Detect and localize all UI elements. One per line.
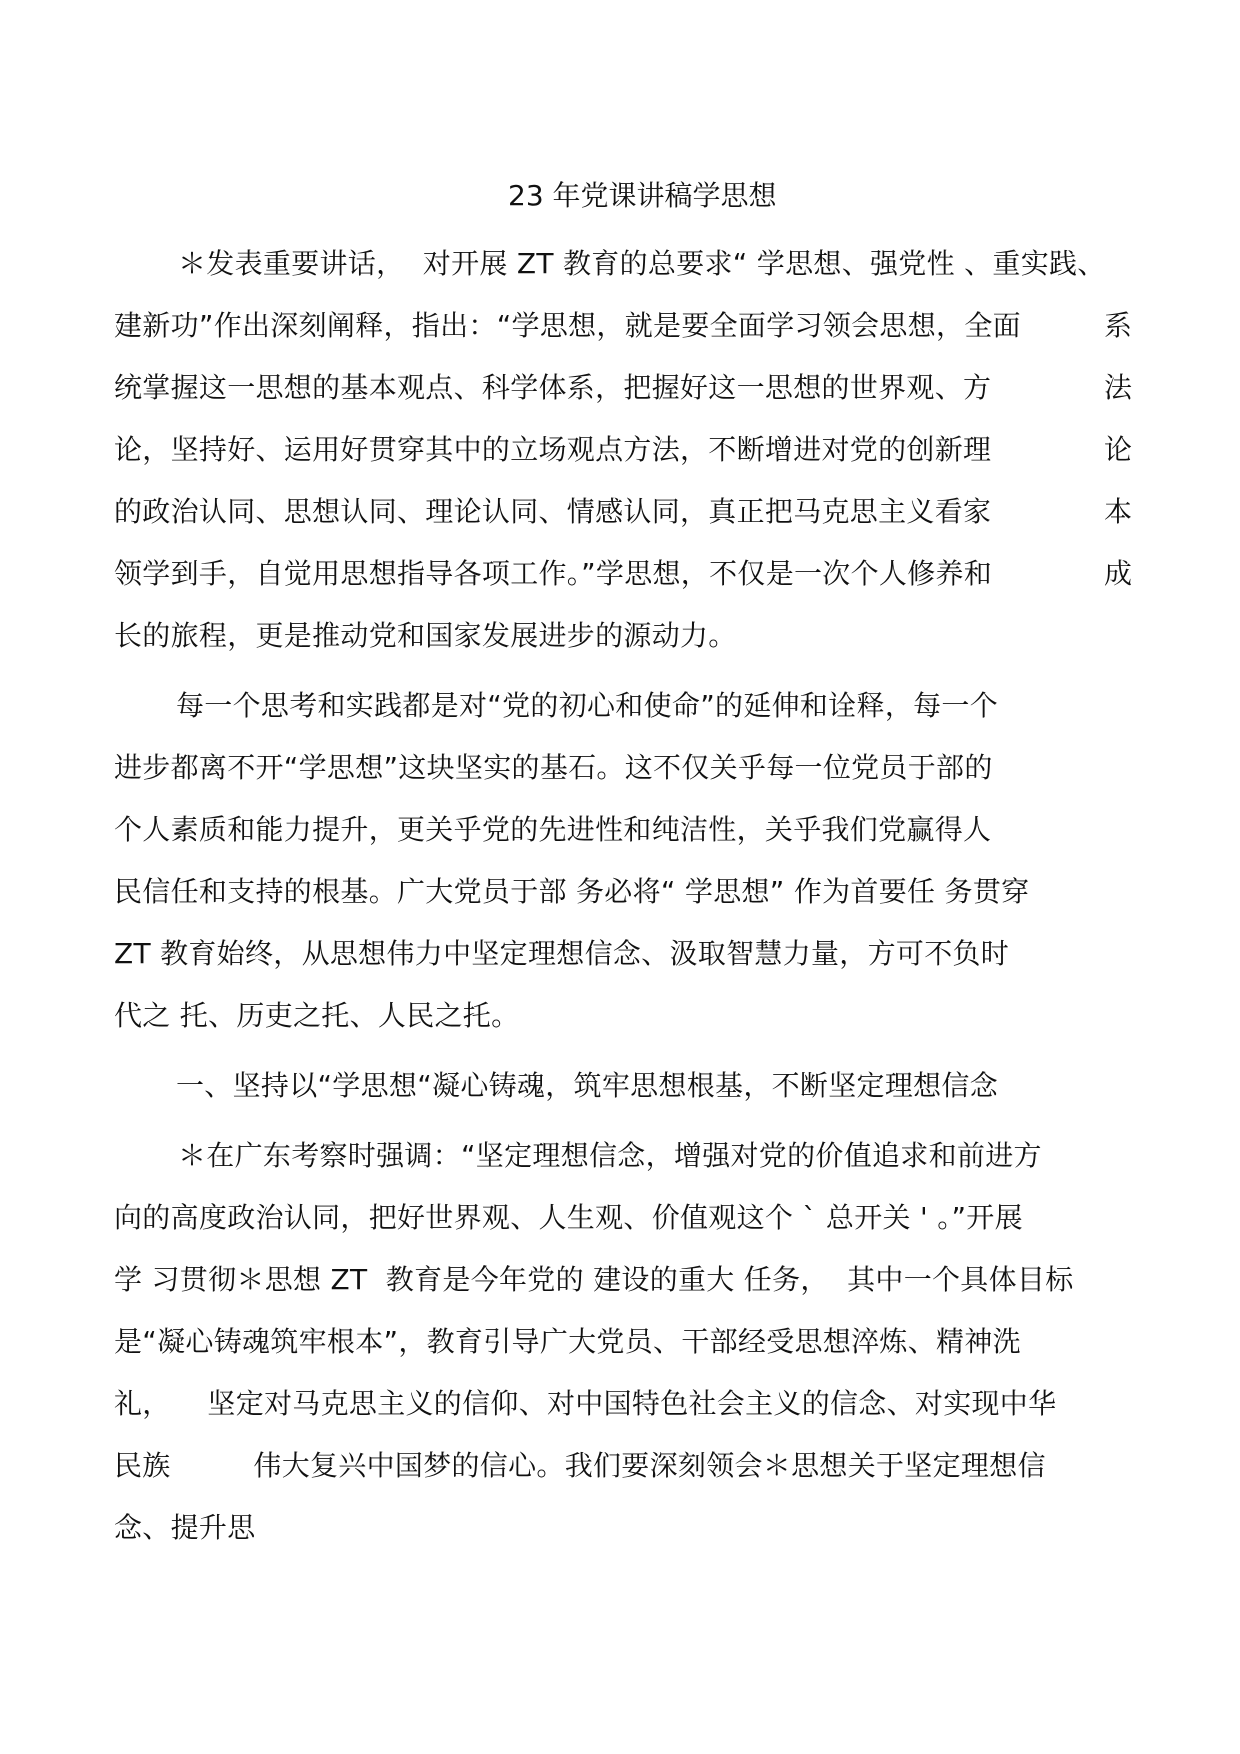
section-heading-1: 一、坚持以“学思想“凝心铸魂，筑牢思想根基，不断坚定理想信念 (176, 1069, 999, 1102)
paragraph-2-line-2: 进步都离不开“学思想”这块坚实的基石。这不仅关乎每一位党员于部的 (114, 751, 993, 784)
paragraph-1-line-7: 长的旅程，更是推动党和国家发展进步的源动力。 (114, 619, 737, 652)
paragraph-1-line-4: 论，坚持好、运用好贯穿其中的立场观点方法，不断增进对党的创新理 (114, 433, 992, 466)
paragraph-2-line-3: 个人素质和能力提升，更关乎党的先进性和纯洁性，关乎我们党赢得人 (114, 813, 992, 846)
paragraph-2-line-5: ZT 教育始终，从思想伟力中坚定理想信念、汲取智慧力量，方可不负时 (114, 937, 1010, 970)
paragraph-1-right-char-3: 论 (1104, 433, 1133, 466)
paragraph-1-line-3: 统掌握这一思想的基本观点、科学体系，把握好这一思想的世界观、方 (114, 371, 992, 404)
paragraph-3-line-3: 学 习贯彻＊思想 ZT 教育是今年党的 建设的重大 任务， 其中一个具体目标 (114, 1263, 1074, 1296)
paragraph-2-line-1: 每一个思考和实践都是对“党的初心和使命”的延伸和诠释，每一个 (176, 689, 999, 722)
paragraph-1-right-char-1: 系 (1104, 309, 1133, 342)
paragraph-1-right-char-4: 本 (1104, 495, 1133, 528)
paragraph-3-line-4: 是“凝心铸魂筑牢根本”，教育引导广大党员、干部经受思想淬炼、精神洗 (114, 1325, 1021, 1358)
paragraph-3-line-6: 民族 伟大复兴中国梦的信心。我们要深刻领会＊思想关于坚定理想信 (114, 1449, 1046, 1482)
paragraph-3-line-7: 念、提升思 (114, 1511, 256, 1544)
paragraph-1-right-char-5: 成 (1104, 557, 1133, 590)
paragraph-2-line-6: 代之 托、历吏之托、人民之托。 (114, 999, 520, 1032)
paragraph-3-line-1: ＊在广东考察时强调：“坚定理想信念，增强对党的价值追求和前进方 (178, 1139, 1042, 1172)
paragraph-3-line-2: 向的高度政治认同，把好世界观、人生观、价值观这个 ` 总开关 ' 。”开展 (114, 1201, 1023, 1234)
paragraph-3-line-5: 礼， 坚定对马克思主义的信仰、对中国特色社会主义的信念、对实现中华 (114, 1387, 1057, 1420)
paragraph-2-line-4: 民信任和支持的根基。广大党员于部 务必将“ 学思想” 作为首要任 务贯穿 (114, 875, 1030, 908)
paragraph-1-line-2: 建新功”作出深刻阐释，指出：“学思想，就是要全面学习领会思想，全面 (114, 309, 1021, 342)
paragraph-1-right-char-2: 法 (1104, 371, 1133, 404)
paragraph-1-line-1: ＊发表重要讲话， 对开展 ZT 教育的总要求“ 学思想、强党性 、重实践、 (178, 247, 1106, 280)
paragraph-1-line-5: 的政治认同、思想认同、理论认同、情感认同，真正把马克思主义看家 (114, 495, 992, 528)
paragraph-1-line-6: 领学到手，自觉用思想指导各项工作。”学思想，不仅是一次个人修养和 (114, 557, 993, 590)
document-title: 23 年党课讲稿学思想 (508, 179, 777, 212)
